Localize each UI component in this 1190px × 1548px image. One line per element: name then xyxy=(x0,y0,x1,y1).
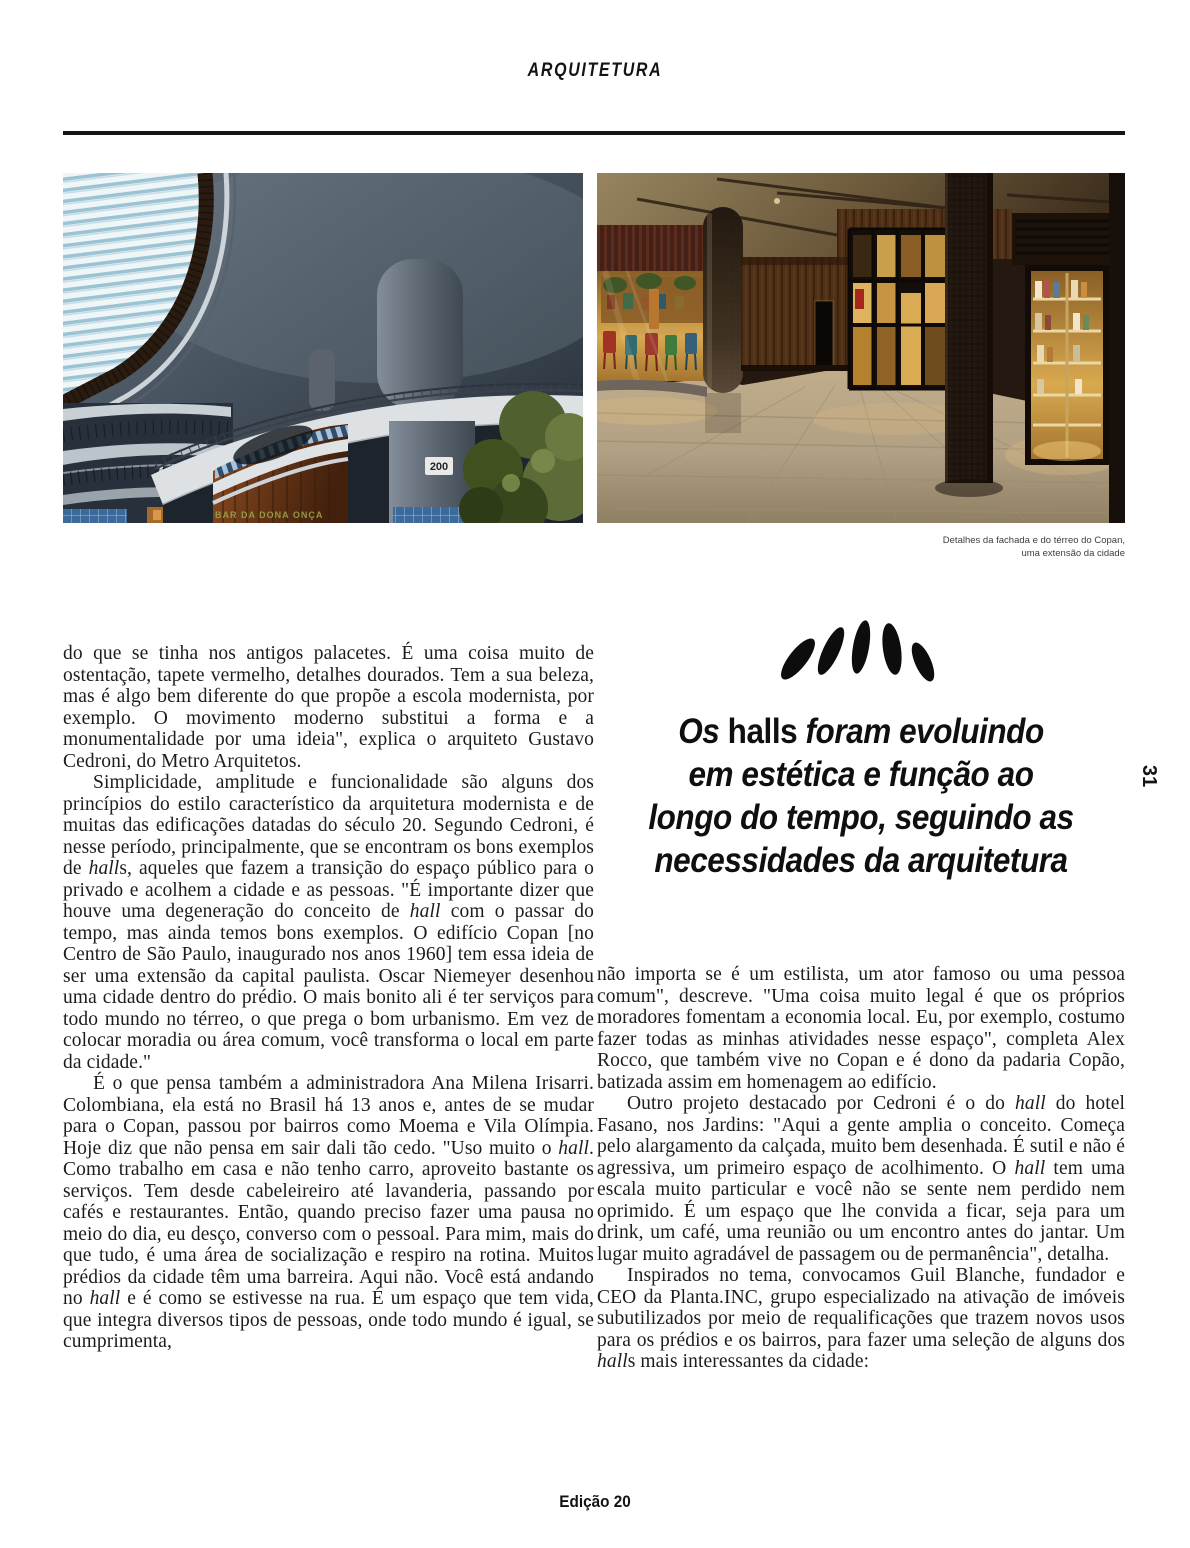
left-column xyxy=(63,643,594,1353)
blue-tile-strip xyxy=(63,509,127,523)
caption-line-1: Detalhes da fachada e do térreo do Copan, xyxy=(942,535,1125,546)
page-number: 31 xyxy=(1138,764,1160,788)
bar-sign-label: BAR DA DONA ONÇA xyxy=(215,510,324,520)
article-paragraph: não importa se é um estilista, um ator famoso ou uma pessoa comum", descreve. "Uma coisa muito legal é que os próprios moradores fomentam a economia local. Eu, por exemplo, costumo fazer todas as minhas atividades nesse espaço", completa Alex Rocco, que também vive no Copan e é dono da padaria Copão, batizada assim em homenagem ao edifício. xyxy=(597,964,1125,1093)
edition-label: Edição 20 xyxy=(559,1492,631,1511)
article-paragraph: do que se tinha nos antigos palacetes. É uma coisa muito de ostentação, tapete vermelho, detalhes dourados. Tem a sua beleza, mas é algo bem diferente do que propõe a escola modernista, por exemplo. O movimento moderno substitui a forma e a monumentalidade por uma ideia", explica o arquiteto Gustavo Cedroni, do Metro Arquitetos. xyxy=(63,643,594,772)
caption-line-2: uma extensão da cidade xyxy=(1021,547,1125,559)
copan-interior-illustration xyxy=(597,173,1125,523)
article-paragraph: Inspirados no tema, convocamos Guil Blanche, fundador e CEO da Planta.INC, grupo especializado na ativação de imóveis subutilizados por meio de requalificações que trazem novos usos para os prédios e os bairros, para fazer uma seleção de alguns dos halls mais interessantes da cidade: xyxy=(597,1265,1125,1372)
glass-storefront xyxy=(849,229,951,389)
mosaic-column xyxy=(377,259,463,409)
glass-door xyxy=(901,293,921,385)
cafe-window xyxy=(597,225,707,397)
article-paragraph: É o que pensa também a administradora Ana Milena Irisarri. Colombiana, ela está no Brasil há 13 anos e, antes de se mudar para o Copan, passou por bairros como Moema e Vila Olímpia. Hoje diz que não pensa em sair dali tão cedo. "Uso muito o hall. Como trabalho em casa e não tenho carro, aproveito bastante os serviços. Tem desde cabeleireiro até lavanderia, passando por cafés e restaurantes. Então, quando preciso fazer uma pausa no meio do dia, eu desço, converso com o pessoal. Para mim, mais do que tudo, é uma área de socialização e respiro na rotina. Muitos prédios da cidade têm uma barreira. Aqui não. Você está andando no hall e é como se estivesse na rua. É um espaço que tem vida, que integra diversos tipos de pessoas, onde todo mundo é igual, se cumprimenta, xyxy=(63,1073,594,1352)
article-paragraph: Simplicidade, amplitude e funcionalidade são alguns dos princípios do estilo característico da arquitetura modernista e de muitas das edificações datadas do século 20. Segundo Cedroni, é nesse período, principalmente, que se encontram os bons exemplos de halls, aqueles que fazem a transição do espaço público para o privado e acolhem a cidade e as pessoas. "É importante dizer que houve uma degeneração do conceito de hall com o passar do tempo, mas ainda temos bons exemplos. O edifício Copan [no Centro de São Paulo, inaugurado nos anos 1960] tem essa ideia de ser uma extensão da capital paulista. Oscar Niemeyer desenhou uma cidade dentro do prédio. O mais bonito ali é ter serviços para todo mundo no térreo, o que prega o bom urbanismo. Em vez de colocar moradia ou área comum, você transforma o local em parte da cidade." xyxy=(63,772,594,1073)
wood-panel-wall xyxy=(741,257,849,371)
article-paragraph: Outro projeto destacado por Cedroni é o do hall do hotel Fasano, nos Jardins: "Aqui a gente amplia o conceito. Começa pelo alargamento da calçada, muito bem desenhada. É sutil e não é agressiva, um primeiro espaço de acolhimento. O hall tem uma escala muito particular e você não se sente nem perdido nem oprimido. É um espaço que lhe convida a ficar, seja para um drink, um café, uma reunião ou um encontro antes do jantar. Um lugar muito agradável de passagem ou de permanência", detalha. xyxy=(597,1093,1125,1265)
dark-door xyxy=(815,301,833,369)
section-title: ARQUITETURA xyxy=(527,60,663,81)
right-edge-pillar xyxy=(1109,173,1125,523)
street-number-label: 200 xyxy=(429,461,449,473)
copan-facade-illustration xyxy=(63,173,583,523)
right-column xyxy=(597,964,1125,1373)
photo-copan-facade xyxy=(63,173,583,523)
round-column xyxy=(703,207,743,393)
photo-caption xyxy=(797,535,1125,560)
header-rule xyxy=(63,131,1125,135)
photo-copan-interior xyxy=(597,173,1125,523)
pull-quote: Os halls foram evoluindo em estética e função ao longo do tempo, seguindo as necessidades da arquitetura xyxy=(648,712,1074,880)
cafe-awning xyxy=(597,225,707,275)
brush-marks-icon xyxy=(776,618,946,692)
bookshop-window xyxy=(1025,265,1109,465)
dark-tiled-pillar xyxy=(935,173,1003,497)
